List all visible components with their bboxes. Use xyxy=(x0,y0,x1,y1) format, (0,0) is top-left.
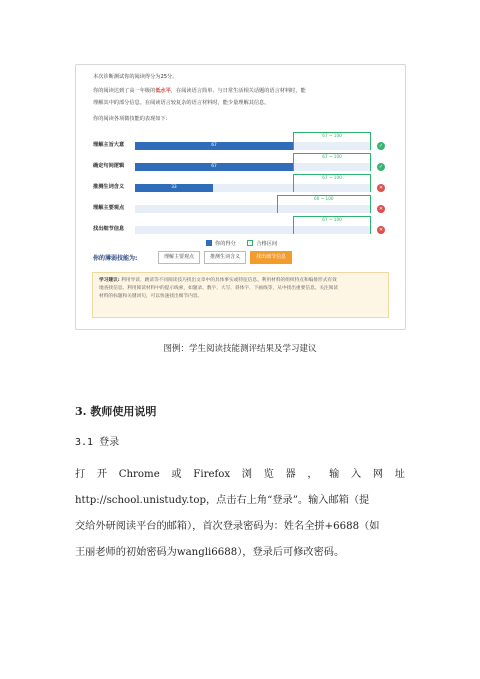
level-sentence: 你的阅读达到了高一年级的低水平，在阅读语言简单、与日常生活相关话题的语言材料时，能 xyxy=(93,88,306,94)
skill-label: 推测生词含义 xyxy=(93,184,125,190)
instruction-line-4: 王丽老师的初始密码为wangli6688），登录后可修改密码。 xyxy=(75,547,345,558)
qualified-range-label: 67 ~ 100 xyxy=(322,175,342,180)
instruction-word: ， xyxy=(307,469,318,480)
instruction-word: 开 xyxy=(96,469,108,480)
section-heading: 3. 教师使用说明 xyxy=(75,405,157,418)
qualified-range-label: 67 ~ 100 xyxy=(322,217,342,222)
cross-icon: ✕ xyxy=(378,185,384,191)
weak-skill-button-main-idea[interactable]: 理解主要观点 xyxy=(158,251,200,264)
score-report-figure xyxy=(75,64,406,330)
qualified-range-label: 67 ~ 100 xyxy=(322,133,342,138)
skill-score-bar: 67 xyxy=(135,142,293,150)
instruction-word: 览 xyxy=(263,469,274,480)
skill-label: 确定句间逻辑 xyxy=(93,163,125,169)
instruction-line-3: 交给外研阅读平台的邮箱），首次登录密码为：姓名全拼+6688（如 xyxy=(75,521,380,532)
skill-label: 理解主要观点 xyxy=(93,205,125,211)
skill-score-bar: 67 xyxy=(135,163,293,171)
skills-intro: 你的阅读各项微技能的表现如下: xyxy=(93,116,168,122)
cross-icon: ✕ xyxy=(378,227,384,233)
skill-label: 找出细节信息 xyxy=(93,226,125,232)
score-swatch xyxy=(206,240,212,246)
check-icon: ✓ xyxy=(378,164,384,170)
instruction-word: 器 xyxy=(285,469,296,480)
instruction-word: Firefox xyxy=(193,469,231,480)
level-highlight: 低水平 xyxy=(155,88,171,94)
score-summary: 本次诊断测试你的阅读得分为25分。 xyxy=(93,74,178,80)
qualified-range-label: 60 ~ 100 xyxy=(314,196,334,201)
skill-label: 理解主旨大意 xyxy=(93,142,125,148)
instruction-line-1 xyxy=(75,462,405,488)
weak-skill-button-word-meaning[interactable]: 推测生词含义 xyxy=(204,251,246,264)
qualified-range-label: 67 ~ 100 xyxy=(322,154,342,159)
login-instructions xyxy=(75,462,405,566)
instruction-word: 输 xyxy=(329,469,340,480)
subsection-heading: 3.1 登录 xyxy=(75,437,120,448)
instruction-word: Chrome xyxy=(118,469,160,480)
check-icon: ✓ xyxy=(378,143,384,149)
range-swatch xyxy=(247,240,253,246)
study-tips: 学习建议: 利用导读、跳读等不同阅读技巧找出文章中的具体事实或特征信息。利用材料的组织特点和编排形式有效 地查找信息。利用阅读材料中的提示线索，如题录、数字、大写、斜体字、下画线等，从中找出重要信息。关注阅读 材料的标题和关键词句，可以快速找出细节内容。 xyxy=(92,272,389,318)
instruction-word: 打 xyxy=(75,469,86,480)
instruction-word: 或 xyxy=(171,469,182,480)
chart-legend: 你的得分 合格区间 xyxy=(206,240,277,247)
instruction-word: 网 xyxy=(372,469,384,480)
level-description: 理解其中的部分信息。在阅读语言较复杂的语言材料时，能少量理解其信息。 xyxy=(93,100,270,106)
weak-skill-button-details[interactable]: 找出细节信息 xyxy=(250,251,292,264)
skill-score-bar: 33 xyxy=(135,184,213,192)
cross-icon: ✕ xyxy=(378,206,384,212)
weak-skills-label: 你的薄弱技能为: xyxy=(93,255,138,262)
instruction-word: 址 xyxy=(394,469,405,480)
instruction-word: 浏 xyxy=(241,469,252,480)
instruction-word: 入 xyxy=(351,469,362,480)
figure-caption: 图例：学生阅读技能测评结果及学习建议 xyxy=(163,344,317,354)
instruction-line-2: http://school.unistudy.top，点击右上角“登录”。输入邮箱（提 xyxy=(75,495,370,506)
